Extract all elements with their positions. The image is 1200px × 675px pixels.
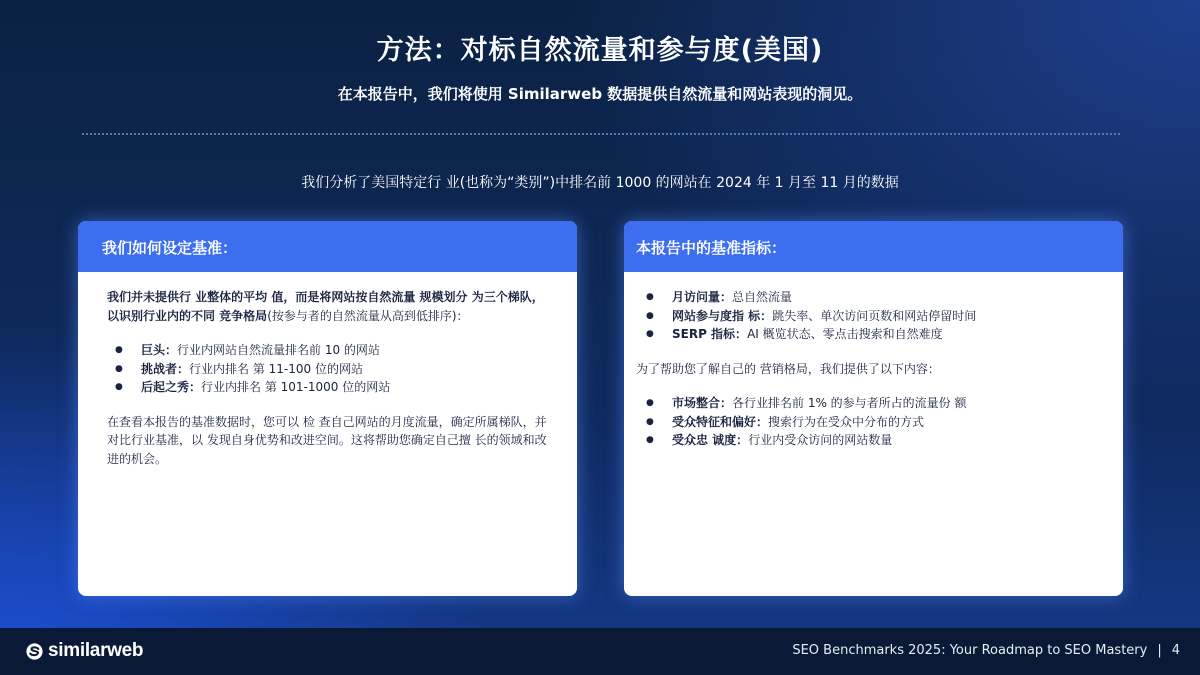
metric-description: 跳失率、单次访问页数和网站停留时间 [772,308,977,323]
tier-label: 挑战者： [141,361,190,376]
metric-description: AI 概览状态、零点击搜索和自然难度 [747,327,943,341]
list-item [107,360,555,379]
metrics-list [636,288,1103,344]
intro-paragraph [107,288,555,325]
tier-description: 行业内网站自然流量排名前 10 的网站 [177,343,380,357]
logo-text: similarweb [48,640,144,661]
similarweb-logo-icon [26,643,43,660]
intro-bold-text: 我们并未提供行 业整体的平均 值，而是将网站按自然流量 规模划分 为三个梯队，以识别行业内的不同 竞争格局 [107,290,544,323]
list-item [107,378,555,397]
tier-list [107,341,555,397]
tier-label: 巨头： [141,343,178,357]
list-item [636,307,1103,326]
tier-label: 后起之秀： [141,380,202,394]
card-heading: 我们如何设定基准： [78,221,577,272]
list-item [636,431,1103,450]
intro-normal-text: (按参与者的自然流量从高到低排序)： [267,308,469,323]
metric-description: 总自然流量 [732,290,793,304]
list-item [107,341,555,360]
report-title: SEO Benchmarks 2025: Your Roadmap to SEO Mastery [792,643,1148,658]
scope-statement: 我们分析了美国特定行 业(也称为“类别”)中排名前 1000 的网站在 2024 年 1 月至 11 月的数据 [301,175,899,191]
page-title: 方法：对标自然流量和参与度(美国) [376,35,824,66]
list-item [636,325,1103,344]
footer-separator: | [1157,643,1162,658]
tier-description: 行业内排名 第 101-1000 位的网站 [201,380,391,394]
card-body [78,272,577,468]
offerings-list [636,394,1103,450]
list-item [636,394,1103,413]
page-number: 4 [1171,643,1180,658]
list-item [636,413,1103,432]
benchmark-metrics-card [624,221,1123,596]
card-body [624,272,1123,450]
offering-description: 各行业排名前 1% 的参与者所占的流量份 额 [732,396,967,410]
tier-description: 行业内排名 第 11-100 位的网站 [189,361,363,376]
metric-label: SERP 指标： [672,327,748,341]
closing-paragraph: 在查看本报告的基准数据时，您可以 检 查自己网站的月度流量，确定所属梯队，并对比行业基准，以 发现自身优势和改进空间。这将帮助您确定自己擅 长的领域和改进的机会。 [107,414,547,466]
footer-info [792,643,1180,658]
offering-label: 受众忠 诚度： [672,433,749,447]
dotted-divider [82,133,1120,135]
middle-paragraph: 为了帮助您了解自己的 营销格局，我们提供了以下内容： [636,361,940,376]
metric-label: 月访问量： [672,290,733,304]
footer-bar [0,628,1200,675]
similarweb-logo [26,640,143,662]
offering-description: 搜索行为在受众中分布的方式 [768,414,925,429]
card-heading: 本报告中的基准指标： [624,221,1123,272]
benchmark-method-card [78,221,577,596]
offering-label: 受众特征和偏好： [672,414,769,429]
metric-label: 网站参与度指 标： [672,308,773,323]
list-item [636,288,1103,307]
page-subtitle: 在本报告中，我们将使用 Similarweb 数据提供自然流量和网站表现的洞见。 [337,85,863,103]
offering-label: 市场整合： [672,396,733,410]
offering-description: 行业内受众访问的网站数量 [748,433,893,447]
